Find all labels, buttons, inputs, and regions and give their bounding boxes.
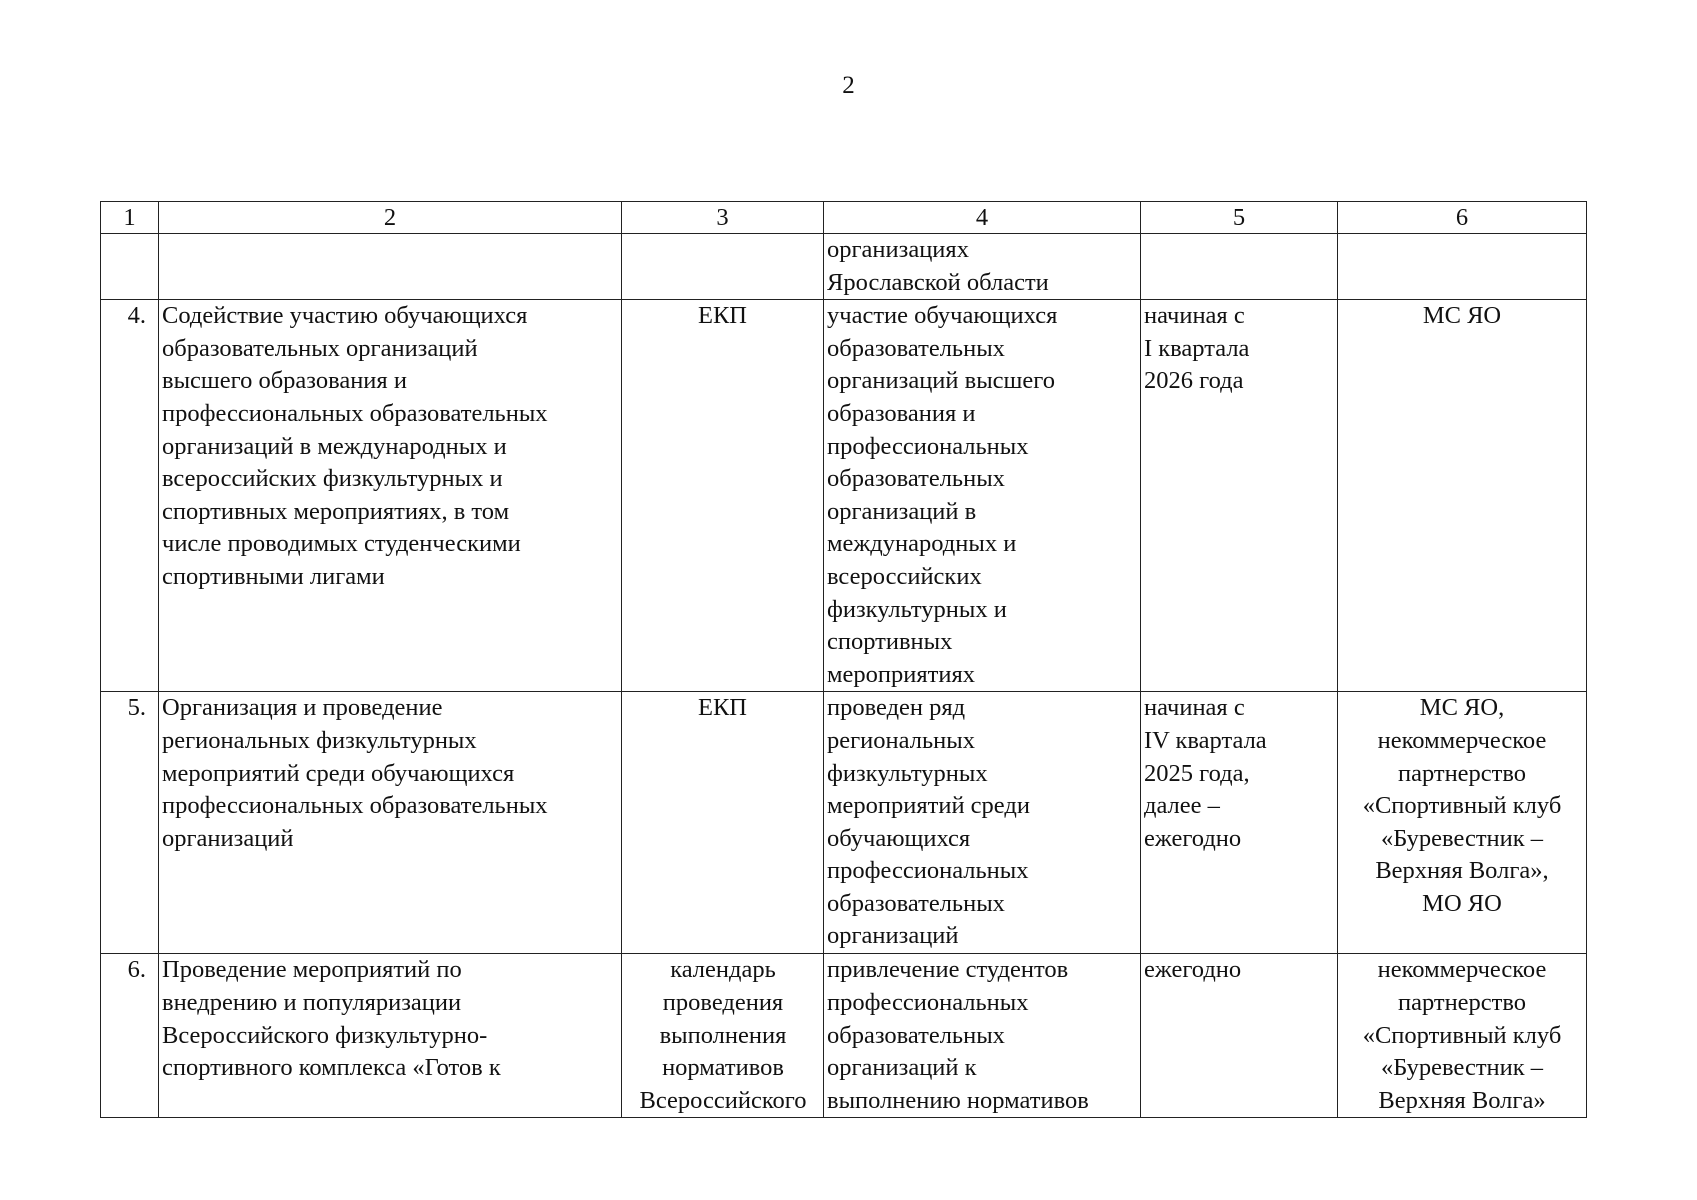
column-header: 1 bbox=[101, 202, 159, 234]
table-header-row bbox=[101, 202, 1587, 234]
term-cell: начиная с I квартала 2026 года bbox=[1141, 300, 1338, 692]
term-cell: ежегодно bbox=[1141, 954, 1338, 1118]
term-cell: начиная с IV квартала 2025 года, далее – ежегодно bbox=[1141, 692, 1338, 954]
result-cell: проведен ряд региональных физкультурных мероприятий среди обучающихся профессиональных образовательных организаций bbox=[824, 692, 1141, 954]
result-cell: участие обучающихся образовательных организаций высшего образования и профессиональных образовательных организаций в международных и всероссийских физкультурных и спортивных мероприятиях bbox=[824, 300, 1141, 692]
result-cell: привлечение студентов профессиональных образовательных организаций к выполнению нормативов bbox=[824, 954, 1141, 1118]
table-row bbox=[101, 692, 1587, 954]
basis-cell bbox=[622, 234, 824, 300]
basis-cell: ЕКП bbox=[622, 300, 824, 692]
result-cell: организациях Ярославской области bbox=[824, 234, 1141, 300]
column-header: 5 bbox=[1141, 202, 1338, 234]
activity-cell: Содействие участию обучающихся образовательных организаций высшего образования и профессиональных образовательных организаций в международных и всероссийских физкультурных и спортивных мероприятиях, в том числе проводимых студенческими спортивными лигами bbox=[159, 300, 622, 692]
executor-cell bbox=[1338, 234, 1587, 300]
basis-cell: календарь проведения выполнения нормативов Всероссийского bbox=[622, 954, 824, 1118]
row-number: 5. bbox=[101, 692, 159, 954]
activity-cell: Организация и проведение региональных физкультурных мероприятий среди обучающихся профессиональных образовательных организаций bbox=[159, 692, 622, 954]
row-number bbox=[101, 234, 159, 300]
column-header: 2 bbox=[159, 202, 622, 234]
executor-cell: МС ЯО bbox=[1338, 300, 1587, 692]
page-number: 2 bbox=[842, 72, 855, 99]
row-number: 6. bbox=[101, 954, 159, 1118]
table-row bbox=[101, 300, 1587, 692]
executor-cell: МС ЯО, некоммерческое партнерство «Спортивный клуб «Буревестник – Верхняя Волга», МО ЯО bbox=[1338, 692, 1587, 954]
activity-cell bbox=[159, 234, 622, 300]
term-cell bbox=[1141, 234, 1338, 300]
table-row bbox=[101, 234, 1587, 300]
column-header: 3 bbox=[622, 202, 824, 234]
row-number: 4. bbox=[101, 300, 159, 692]
executor-cell: некоммерческое партнерство «Спортивный клуб «Буревестник – Верхняя Волга» bbox=[1338, 954, 1587, 1118]
column-header: 6 bbox=[1338, 202, 1587, 234]
table-row bbox=[101, 954, 1587, 1118]
activity-cell: Проведение мероприятий по внедрению и популяризации Всероссийского физкультурно- спортивного комплекса «Готов к bbox=[159, 954, 622, 1118]
plan-table bbox=[100, 201, 1587, 1118]
column-header: 4 bbox=[824, 202, 1141, 234]
basis-cell: ЕКП bbox=[622, 692, 824, 954]
